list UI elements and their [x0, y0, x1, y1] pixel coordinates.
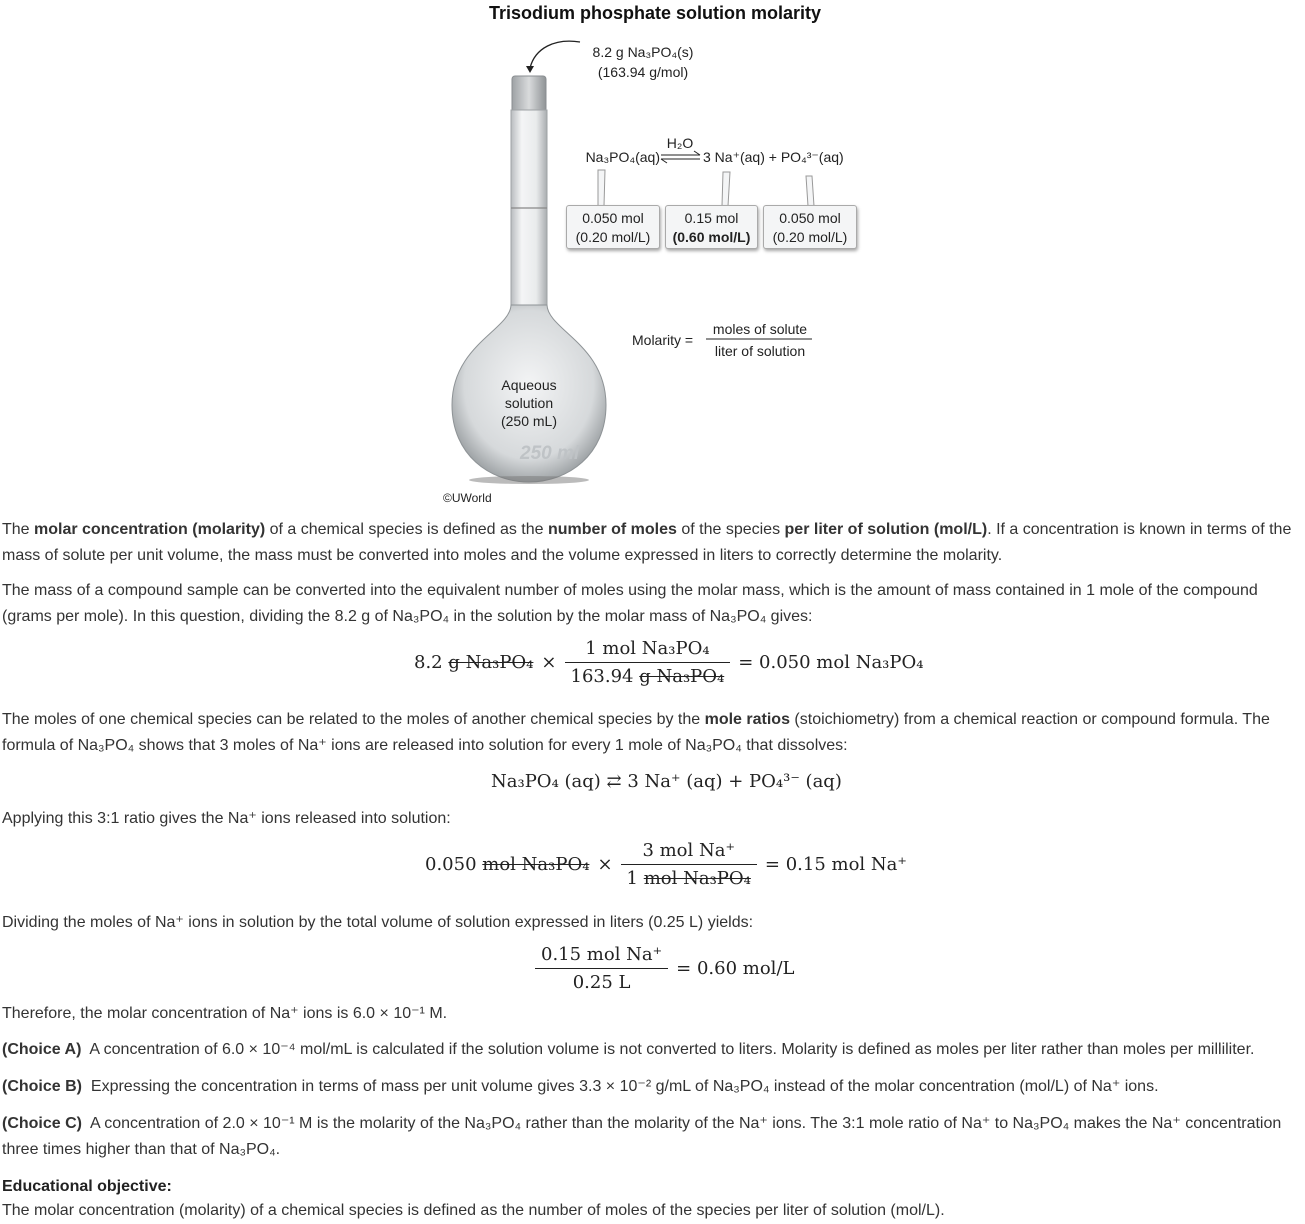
choice-c-explanation: (Choice C) A concentration of 2.0 × 10⁻¹ M is the molarity of the Na₃PO₄ rather than the molarity of the Na⁺ ions. The 3:1 mole ratio of Na⁺ to Na₃PO₄ makes the Na⁺ concentration three times higher than that of Na₃PO₄.	[2, 1115, 1282, 1158]
callout-concentration: (0.20 mol/L)	[772, 229, 848, 245]
molar-mass-label: (163.94 g/mol)	[597, 64, 689, 80]
callout-concentration: (0.20 mol/L)	[575, 229, 651, 245]
molarity-denominator: liter of solution	[714, 343, 806, 359]
callout-box-reactant	[566, 205, 660, 249]
callout-moles: 0.050 mol	[779, 210, 841, 226]
paragraph-mole-ratio: The moles of one chemical species can be related to the moles of another chemical species by the mole ratios (stoichiometry) from a chemical reaction or compound formula. The formula of Na₃PO₄ shows that 3 moles of Na⁺ ions are released into solution for every 1 mole of Na₃PO₄ that dissolves:	[2, 711, 1270, 754]
paragraph-molar-mass: The mass of a compound sample can be converted into the equivalent number of moles using the molar mass, which is the amount of mass contained in 1 mole of the compound (grams per mole). In this question, dividing the 8.2 g of Na₃PO₄ in the solution by the molar mass of Na₃PO₄ gives:	[2, 582, 1258, 625]
educational-objective-text: The molar concentration (molarity) of a chemical species is defined as the number of moles of the species per liter of solution (mol/L).	[2, 1202, 945, 1219]
flask-label-line3: (250 mL)	[500, 413, 558, 429]
molarity-numerator: moles of solute	[712, 321, 808, 337]
callout-box-sodium	[665, 205, 758, 249]
paragraph-divide-volume: Dividing the moles of Na⁺ ions in solution by the total volume of solution expressed in liters (0.25 L) yields:	[2, 914, 754, 931]
callout-concentration: (0.60 mol/L)	[672, 229, 751, 245]
arrow-head	[526, 66, 534, 73]
equation-moles: 8.2 g Na₃PO₄ × $\frac{\text{1 mol Na₃PO₄}}{\text{163.94 g Na₃PO₄}}$ = 0.050 mol Na₃PO₄	[414, 638, 924, 687]
flask-mark: 250 ml	[520, 443, 580, 464]
curved-arrow	[530, 41, 580, 68]
choice-b-explanation: (Choice B) Expressing the concentration in terms of mass per unit volume gives 3.3 × 10⁻² g/mL of Na₃PO₄ instead of the molar concentration (mol/L) of Na⁺ ions.	[2, 1078, 1159, 1095]
flask-label-line2: solution	[504, 395, 554, 411]
flask-neck	[511, 110, 547, 310]
callout-moles: 0.050 mol	[582, 210, 644, 226]
reaction-reactant: Na₃PO₄(aq)	[585, 149, 660, 165]
figure	[0, 0, 1305, 520]
callout-box-phosphate	[763, 205, 857, 249]
callout-moles: 0.15 mol	[684, 210, 739, 226]
paragraph-definition: The molar concentration (molarity) of a chemical species is defined as the number of moles of the species per liter of solution (mol/L). If a concentration is known in terms of the mass of solute per unit volume, the mass must be converted into moles and the volume expressed in liters to correctly determine the molarity.	[2, 521, 1292, 564]
reaction-products: 3 Na⁺(aq) + PO₄³⁻(aq)	[703, 149, 844, 165]
educational-objective-heading: Educational objective:	[2, 1178, 172, 1195]
flask-label-line1: Aqueous	[501, 377, 557, 393]
equation-dissociation: Na₃PO₄ (aq) ⇄ 3 Na⁺ (aq) + PO₄³⁻ (aq)	[491, 771, 842, 792]
figure-title: Trisodium phosphate solution molarity	[488, 3, 822, 23]
copyright: ©UWorld	[443, 491, 492, 505]
flask-stopper	[512, 76, 546, 112]
paragraph-conclusion: Therefore, the molar concentration of Na⁺ ions is 6.0 × 10⁻¹ M.	[2, 1005, 448, 1022]
equation-sodium-moles: 0.050 mol Na₃PO₄ × $\frac{\text{3 mol Na⁺}}{\text{1 mol Na₃PO₄}}$ = 0.15 mol Na⁺	[425, 840, 907, 889]
solvent-label: H₂O	[666, 135, 694, 151]
equation-molarity: $\frac{\text{0.15 mol Na⁺}}{0.25 L}$ = 0.60 mol/L	[535, 944, 794, 993]
choice-a-explanation: (Choice A) A concentration of 6.0 × 10⁻⁴ mol/mL is calculated if the solution volume is not converted to liters. Molarity is defined as moles per liter rather than moles per milliliter.	[2, 1041, 1255, 1058]
paragraph-apply-ratio: Applying this 3:1 ratio gives the Na⁺ ions released into solution:	[2, 810, 451, 827]
solute-mass-label: 8.2 g Na₃PO₄(s)	[592, 44, 694, 60]
molarity-label: Molarity =	[632, 332, 694, 348]
